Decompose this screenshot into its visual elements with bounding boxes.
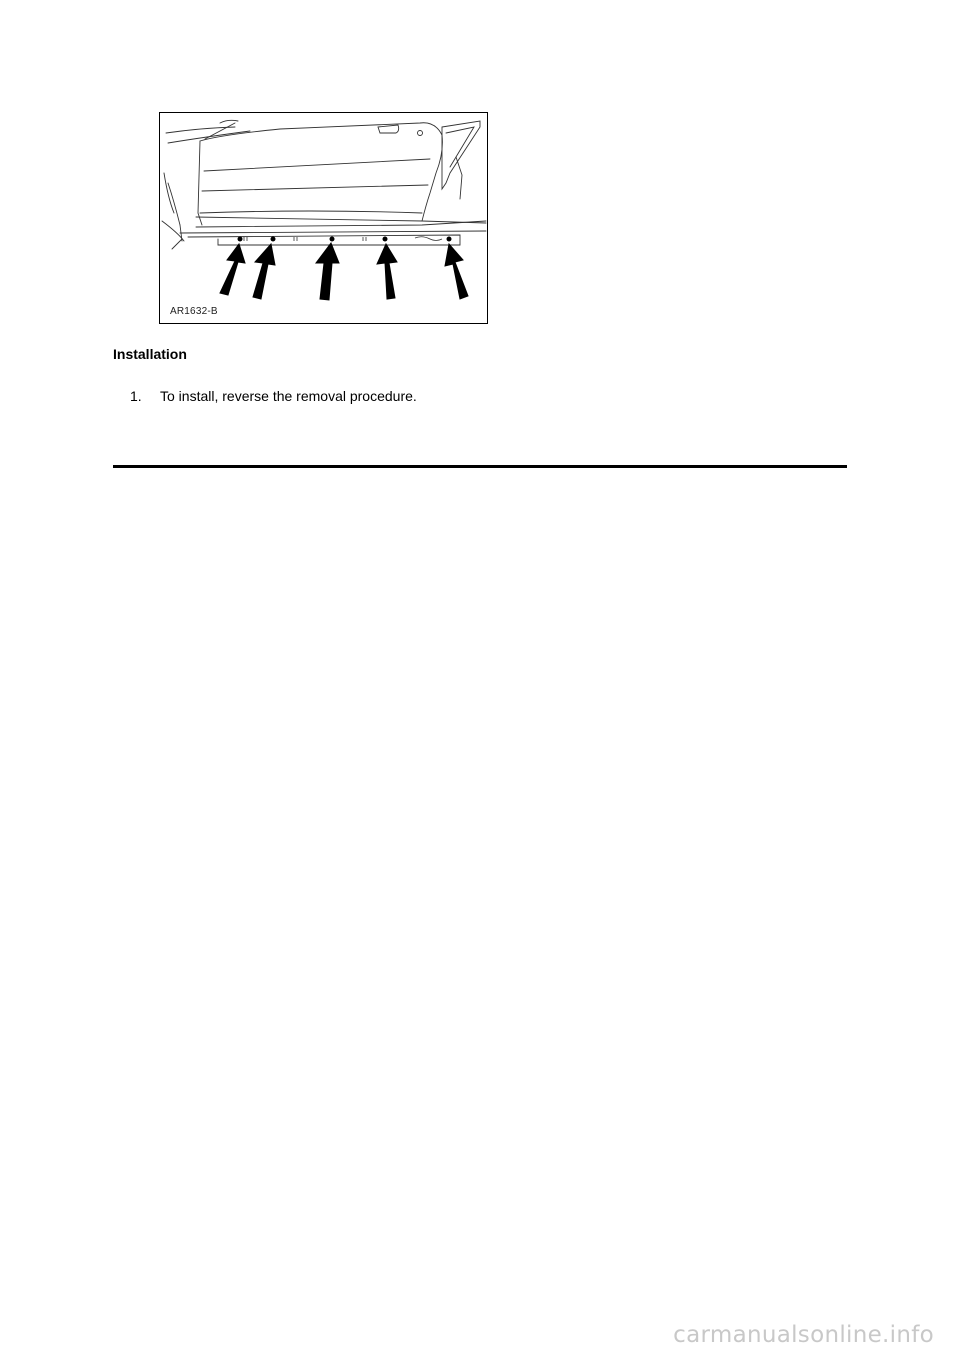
watermark: carmanualsonline.info [673,1322,934,1348]
rocker-molding-figure [159,112,488,324]
vehicle-side-illustration [160,113,487,323]
step-number: 1. [130,388,142,404]
step-list [130,388,417,404]
section-heading: Installation [113,346,187,362]
figure-id-label: AR1632-B [170,306,218,317]
list-item [130,388,417,404]
section-divider [113,465,847,468]
step-text: To install, reverse the removal procedure. [160,388,417,404]
